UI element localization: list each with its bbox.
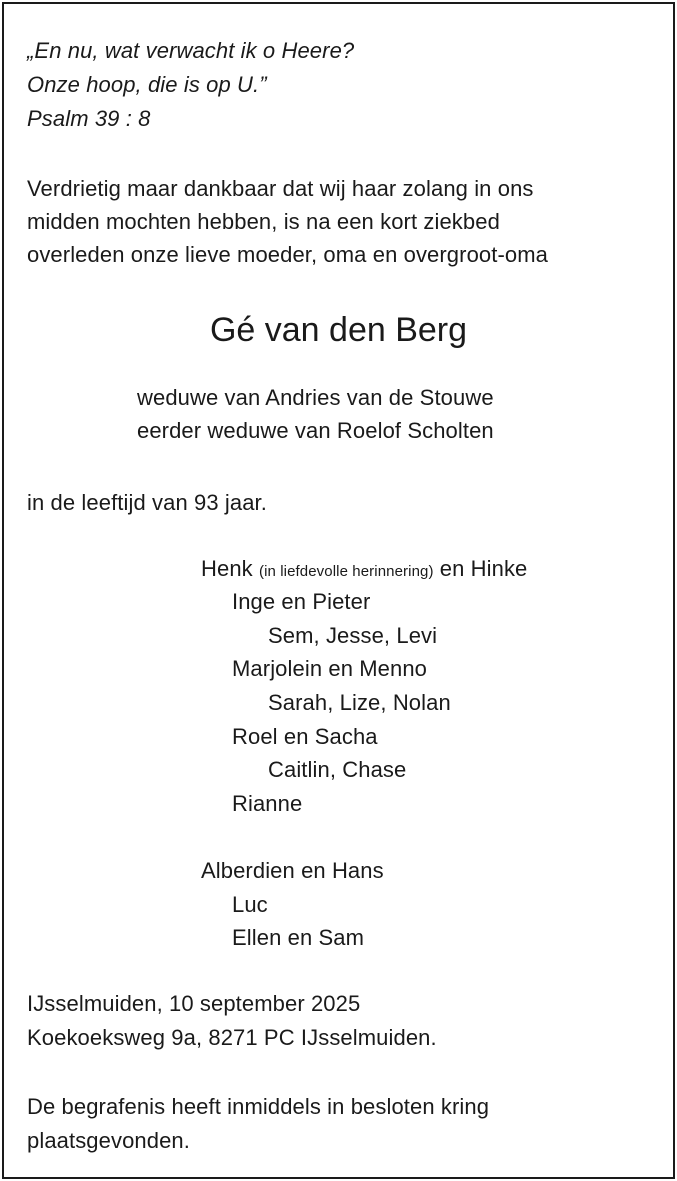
family-line: Ellen en Sam (232, 925, 365, 950)
closing-line: De begrafenis heeft inmiddels in besloten kring (27, 1094, 490, 1119)
verse-line: Onze hoop, die is op U.” (27, 72, 267, 97)
family-line: Marjolein en Menno (232, 656, 428, 681)
family-line (201, 552, 527, 589)
family-line: Sem, Jesse, Levi (268, 623, 438, 648)
intro-text-line: midden mochten hebben, is na een kort ziekbed (27, 209, 500, 234)
intro-text-line: overleden onze lieve moeder, oma en overgroot-oma (27, 242, 548, 267)
address-line: Koekoeksweg 9a, 8271 PC IJsselmuiden. (27, 1025, 437, 1050)
family-line: Caitlin, Chase (268, 757, 407, 782)
intro-text-line: Verdrietig maar dankbaar dat wij haar zolang in ons (27, 176, 534, 201)
family-name: Henk (201, 556, 259, 581)
remembrance-note: (in liefdevolle herinnering) (258, 563, 434, 580)
family-line: Alberdien en Hans (201, 858, 384, 883)
family-line: Rianne (232, 791, 303, 816)
obituary-card (2, 2, 675, 1179)
family-line: Sarah, Lize, Nolan (268, 690, 451, 715)
verse-reference: Psalm 39 : 8 (27, 106, 151, 131)
family-line: Luc (232, 892, 268, 917)
verse-line: „En nu, wat verwacht ik o Heere? (27, 38, 355, 63)
widow-line: eerder weduwe van Roelof Scholten (137, 418, 494, 443)
family-line: Inge en Pieter (232, 589, 371, 614)
family-name: en Hinke (433, 556, 528, 581)
closing-line: plaatsgevonden. (27, 1128, 190, 1153)
widow-line: weduwe van Andries van de Stouwe (137, 385, 494, 410)
family-line: Roel en Sacha (232, 724, 378, 749)
age-line: in de leeftijd van 93 jaar. (27, 490, 267, 515)
place-date-line: IJsselmuiden, 10 september 2025 (27, 991, 361, 1016)
deceased-name: Gé van den Berg (209, 311, 468, 349)
